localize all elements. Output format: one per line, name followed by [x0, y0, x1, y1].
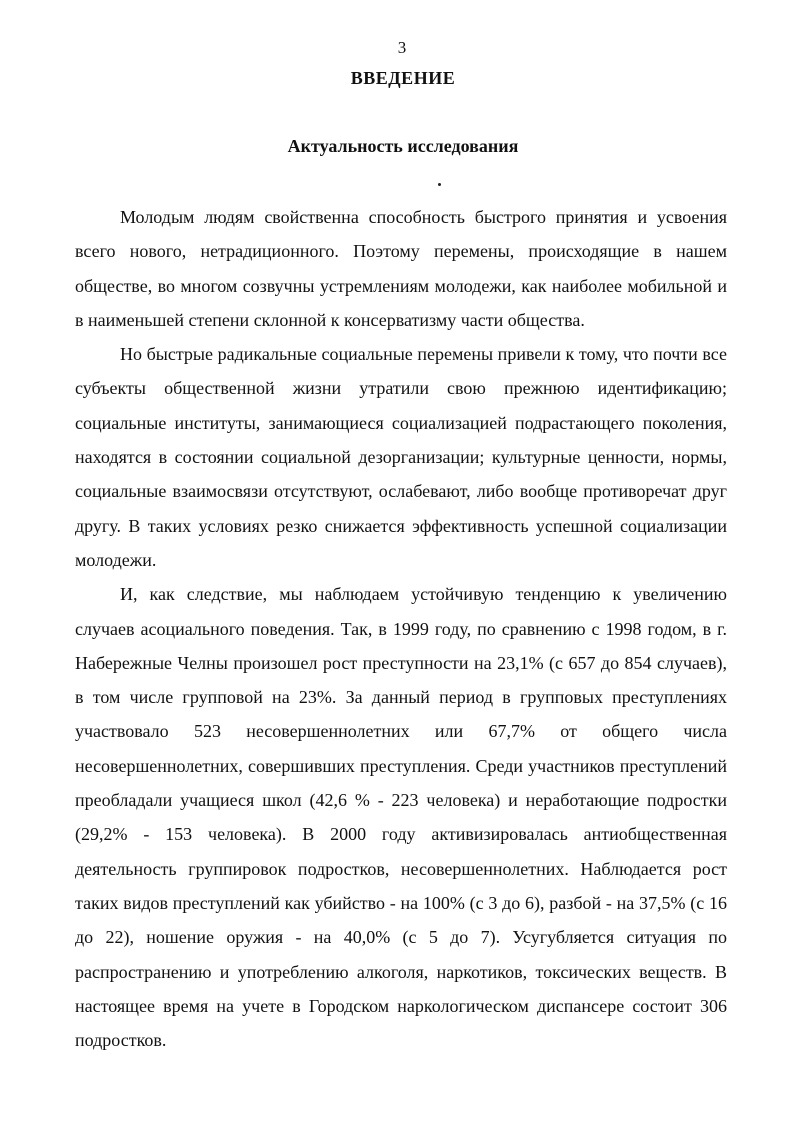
body-text	[75, 200, 727, 1057]
paragraph-3: И, как следствие, мы наблюдаем устойчивую тенденцию к увеличению случаев асоциального поведения. Так, в 1999 году, по сравнению с 1998 годом, в г. Набережные Челны произошел рост преступности на 23,1% (с 657 до 854 случаев), в том числе групповой на 23%. За данный период в групповых преступлениях участвовало 523 несовершеннолетних или 67,7% от общего числа несовершеннолетних, совершивших преступления. Среди участников преступлений преобладали учащиеся школ (42,6 % - 223 человека) и неработающие подростки (29,2% - 153 человека). В 2000 году активизировалась антиобщественная деятельность группировок подростков, несовершеннолетних. Наблюдается рост таких видов преступлений как убийство - на 100% (с 3 до 6), разбой - на 37,5% (с 16 до 22), ношение оружия - на 40,0% (с 5 до 7). Усугубляется ситуация по распространению и употреблению алкоголя, наркотиков, токсических веществ. В настоящее время на учете в Городском наркологическом диспансере состоит 306 подростков.	[75, 584, 727, 1051]
paragraph-1: Молодым людям свойственна способность быстрого принятия и усвоения всего нового, нетрадиционного. Поэтому перемены, происходящие в нашем обществе, во многом созвучны устремлениям молодежи, как наиболее мобильной и в наименьшей степени склонной к консерватизму части общества.	[75, 207, 727, 330]
page-number: 3	[397, 38, 407, 57]
stray-dot-mark	[438, 183, 441, 186]
section-heading: Актуальность исследования	[287, 136, 519, 156]
paragraph-2: Но быстрые радикальные социальные перемены привели к тому, что почти все субъекты общественной жизни утратили свою прежнюю идентификацию; социальные институты, занимающиеся социализацией подрастающего поколения, находятся в состоянии социальной дезорганизации; культурные ценности, нормы, социальные взаимосвязи отсутствуют, ослабевают, либо вообще противоречат друг другу. В таких условиях резко снижается эффективность успешной социализации молодежи.	[75, 344, 727, 570]
page-title: ВВЕДЕНИЕ	[350, 68, 456, 88]
